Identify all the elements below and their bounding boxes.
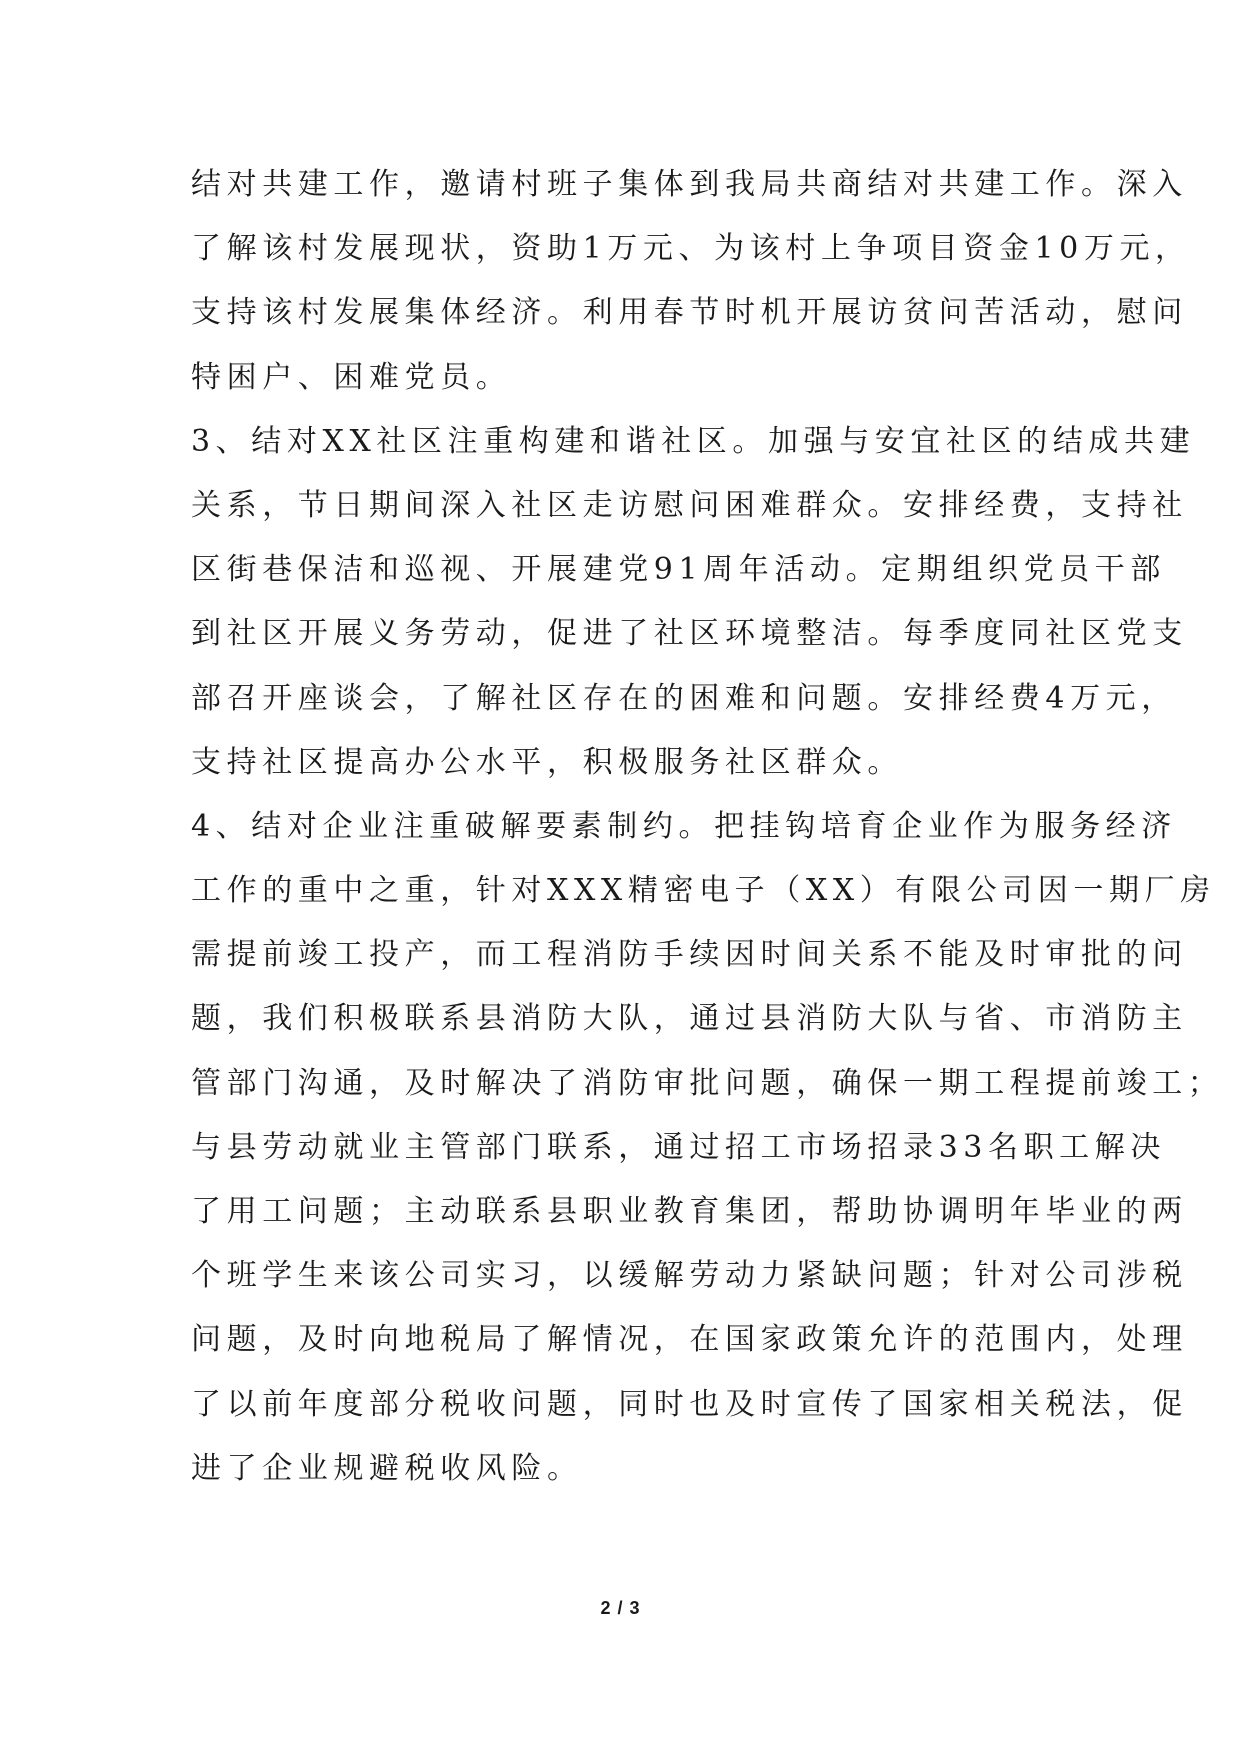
text-line: 问题，及时向地税局了解情况，在国家政策允许的范围内，处理 [191, 1322, 1188, 1358]
body-text [191, 160, 1224, 1508]
text-line: 需提前竣工投产，而工程消防手续因时间关系不能及时审批的问 [191, 937, 1188, 973]
text-line: 了用工问题；主动联系县职业教育集团，帮助协调明年毕业的两 [191, 1194, 1188, 1229]
text-line: 了解该村发展现状，资助1万元、为该村上争项目资金10万元， [191, 231, 1191, 267]
text-line: 4、结对企业注重破解要素制约。把挂钩培育企业作为服务经济 [191, 808, 1177, 844]
text-line: 特困户、困难党员。 [191, 359, 512, 395]
text-line: 工作的重中之重，针对XXX精密电子（XX）有限公司因一期厂房 [191, 873, 1216, 909]
text-line: 与县劳动就业主管部门联系，通过招工市场招录33名职工解决 [191, 1129, 1166, 1165]
text-line: 了以前年度部分税收问题，同时也及时宣传了国家相关税法，促 [191, 1386, 1188, 1422]
text-line: 部召开座谈会，了解社区存在的困难和问题。安排经费4万元， [191, 680, 1177, 716]
text-line: 到社区开展义务劳动，促进了社区环境整洁。每季度同社区党支 [191, 616, 1188, 652]
text-line: 区街巷保洁和巡视、开展建党91周年活动。定期组织党员干部 [191, 552, 1166, 588]
text-line: 关系，节日期间深入社区走访慰问困难群众。安排经费，支持社 [191, 487, 1188, 523]
text-line: 题，我们积极联系县消防大队，通过县消防大队与省、市消防主 [191, 1001, 1188, 1037]
text-line: 个班学生来该公司实习，以缓解劳动力紧缺问题；针对公司涉税 [191, 1258, 1188, 1294]
text-line: 进了企业规避税收风险。 [191, 1450, 583, 1486]
text-line: 3、结对XX社区注重构建和谐社区。加强与安宜社区的结成共建 [191, 423, 1196, 459]
text-line: 管部门沟通，及时解决了消防审批问题，确保一期工程提前竣工； [191, 1065, 1224, 1101]
text-line: 支持社区提高办公水平，积极服务社区群众。 [191, 744, 903, 780]
text-line: 支持该村发展集体经济。利用春节时机开展访贫问苦活动，慰问 [191, 295, 1188, 331]
text-line: 结对共建工作，邀请村班子集体到我局共商结对共建工作。深入 [191, 167, 1188, 202]
page-number: 2 / 3 [600, 1598, 641, 1618]
